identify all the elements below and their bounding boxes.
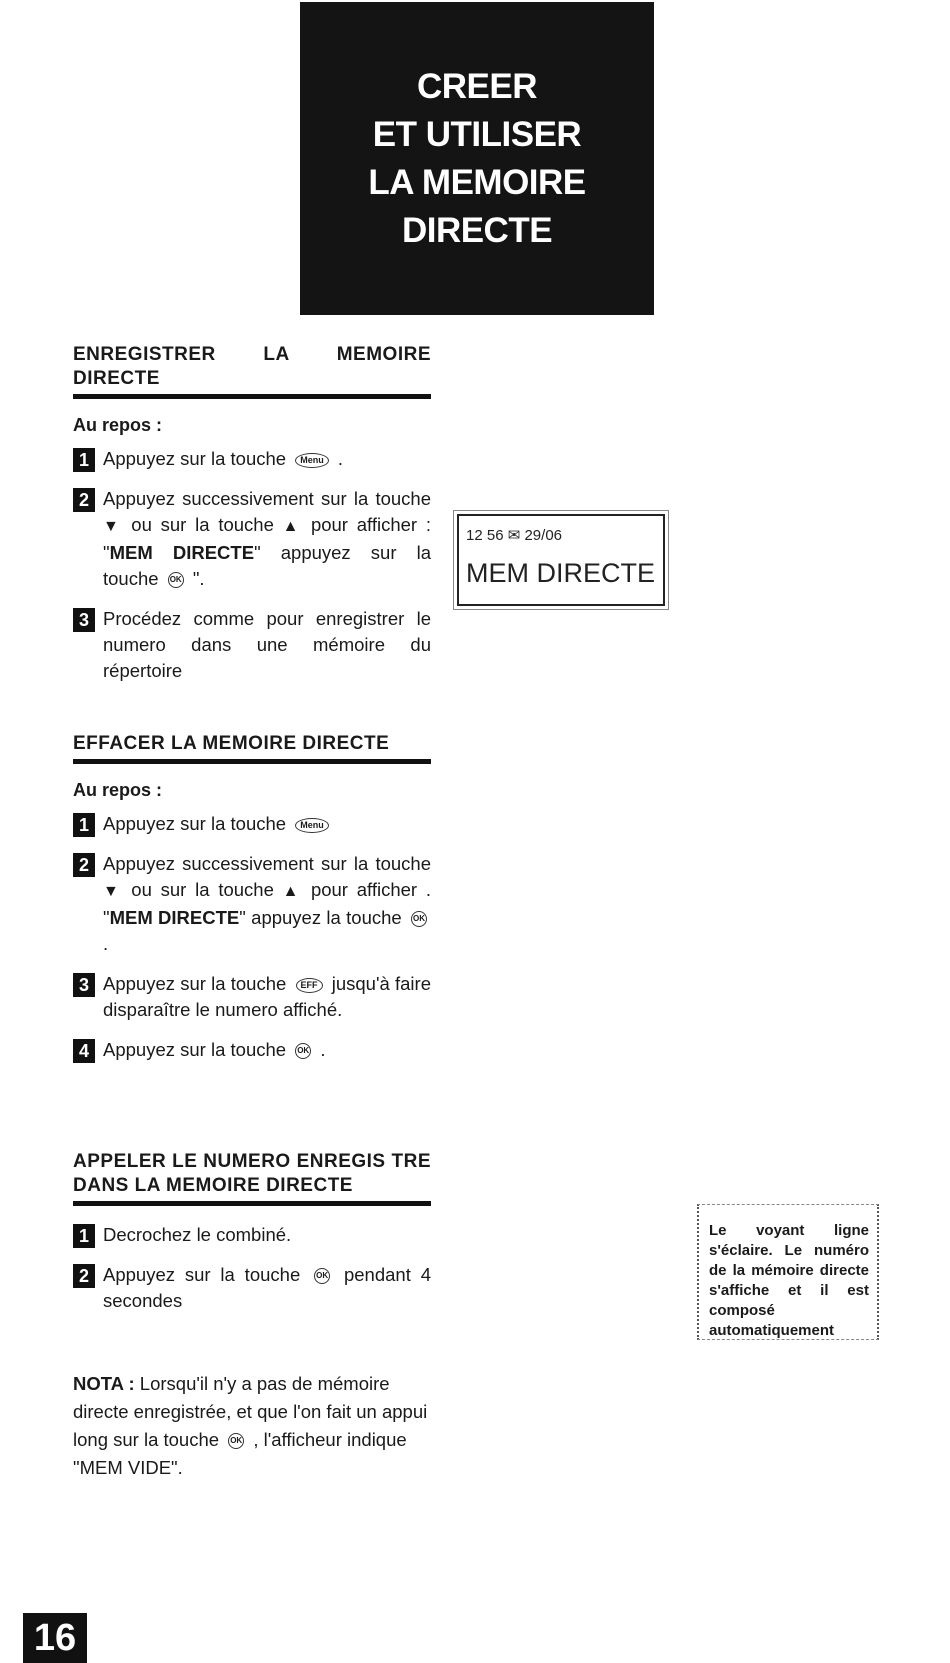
section-subtitle: Au repos : [73,415,163,435]
lcd-text: MEM DIRECTE [466,558,655,588]
step-bold: MEM DIRECTE [109,542,255,563]
step-number: 1 [73,1224,95,1248]
side-note: Le voyant ligne s'éclaire. Le numéro de la mémoire directe s'affiche et il est composé automatiquement [697,1204,879,1340]
nota-label: NOTA : [73,1373,135,1394]
step-number: 3 [73,608,95,632]
step-text-post2: " appuyez sur la touche [103,542,432,589]
step-1 [73,1222,431,1248]
step-text-mid: ou sur la touche [131,879,274,900]
step-text-mid: ou sur la touche [131,514,274,535]
step-4 [73,1037,431,1063]
section-rule [73,394,431,399]
section-effacer [73,732,431,1077]
step-text-post: jusqu'à faire disparaître le numero affiché. [103,973,431,1020]
arrow-up-icon: ▲ [282,518,303,535]
step-after: . [103,933,109,954]
step-2 [73,1262,431,1314]
menu-key-icon: Menu [295,818,329,833]
step-text: Appuyez successivement sur la touche [103,488,431,509]
title-line-4: DIRECTE [401,210,553,250]
section-rule [73,759,431,764]
nota-text-post: , l'afficheur indique "MEM VIDE". [73,1429,407,1478]
section-subtitle: Au repos : [73,780,163,800]
ok-key-icon: OK [314,1268,330,1284]
arrow-down-icon: ▼ [103,518,123,535]
ok-key-icon: OK [411,911,427,927]
step-1 [73,811,431,837]
step-number: 2 [73,1264,95,1288]
step-text-post2: " appuyez la touche [239,907,402,928]
title-line-2: ET UTILISER [372,114,582,154]
nota-paragraph [73,1370,431,1482]
step-text: Appuyez sur la touche [103,1264,301,1285]
step-text: Appuyez sur la touche [103,813,287,834]
step-text: Appuyez sur la touche [103,973,287,994]
step-number: 1 [73,813,95,837]
step-3 [73,606,431,684]
step-2 [73,851,431,957]
step-3 [73,971,431,1023]
section-appeler [73,1150,431,1328]
step-2 [73,486,431,592]
step-after: ". [192,568,205,589]
lcd-date: 29/06 [524,527,563,544]
step-number: 2 [73,853,95,877]
section-title: ENREGISTRER LA MEMOIRE DIRECTE [73,344,431,389]
ok-key-icon: OK [228,1433,244,1449]
section-rule [73,1201,431,1206]
lcd-time: 12 56 [466,527,504,544]
step-text: Decrochez le combiné. [103,1224,292,1245]
step-number: 4 [73,1039,95,1063]
step-after: . [320,1039,326,1060]
section-title: EFFACER LA MEMOIRE DIRECTE [73,733,390,754]
menu-key-icon: Menu [295,453,329,468]
eff-key-icon: EFF [296,978,323,993]
envelope-icon: ✉ [507,527,521,544]
section-enregistrer [73,343,431,698]
step-number: 3 [73,973,95,997]
step-text-post: pour afficher : " [103,514,432,563]
nota-text: Lorsqu'il n'y a pas de mémoire directe enregistrée, et que l'on fait un appui long sur la touche [73,1373,428,1450]
step-text: Appuyez sur la touche [103,448,287,469]
arrow-up-icon: ▲ [282,883,303,900]
step-number: 1 [73,448,95,472]
step-after: . [337,448,343,469]
title-line-3: LA MEMOIRE [368,162,586,202]
step-text-post: pour afficher . " [103,879,432,928]
ok-key-icon: OK [295,1043,311,1059]
step-text: Appuyez sur la touche [103,1039,287,1060]
page-title [300,2,654,315]
ok-key-icon: OK [168,572,184,588]
arrow-down-icon: ▼ [103,883,123,900]
step-text-post: pendant 4 secondes [103,1264,432,1311]
section-title: APPELER LE NUMERO ENREGIS TRE DANS LA MEMOIRE DIRECTE [73,1151,431,1196]
step-text: Procédez comme pour enregistrer le numero dans une mémoire du répertoire [103,608,431,681]
title-line-1: CREER [416,66,538,106]
step-number: 2 [73,488,95,512]
step-text: Appuyez successivement sur la touche [103,853,431,874]
step-1 [73,446,431,472]
page-number: 16 [23,1613,87,1663]
step-bold: MEM DIRECTE [109,907,240,928]
lcd-display [457,514,665,606]
